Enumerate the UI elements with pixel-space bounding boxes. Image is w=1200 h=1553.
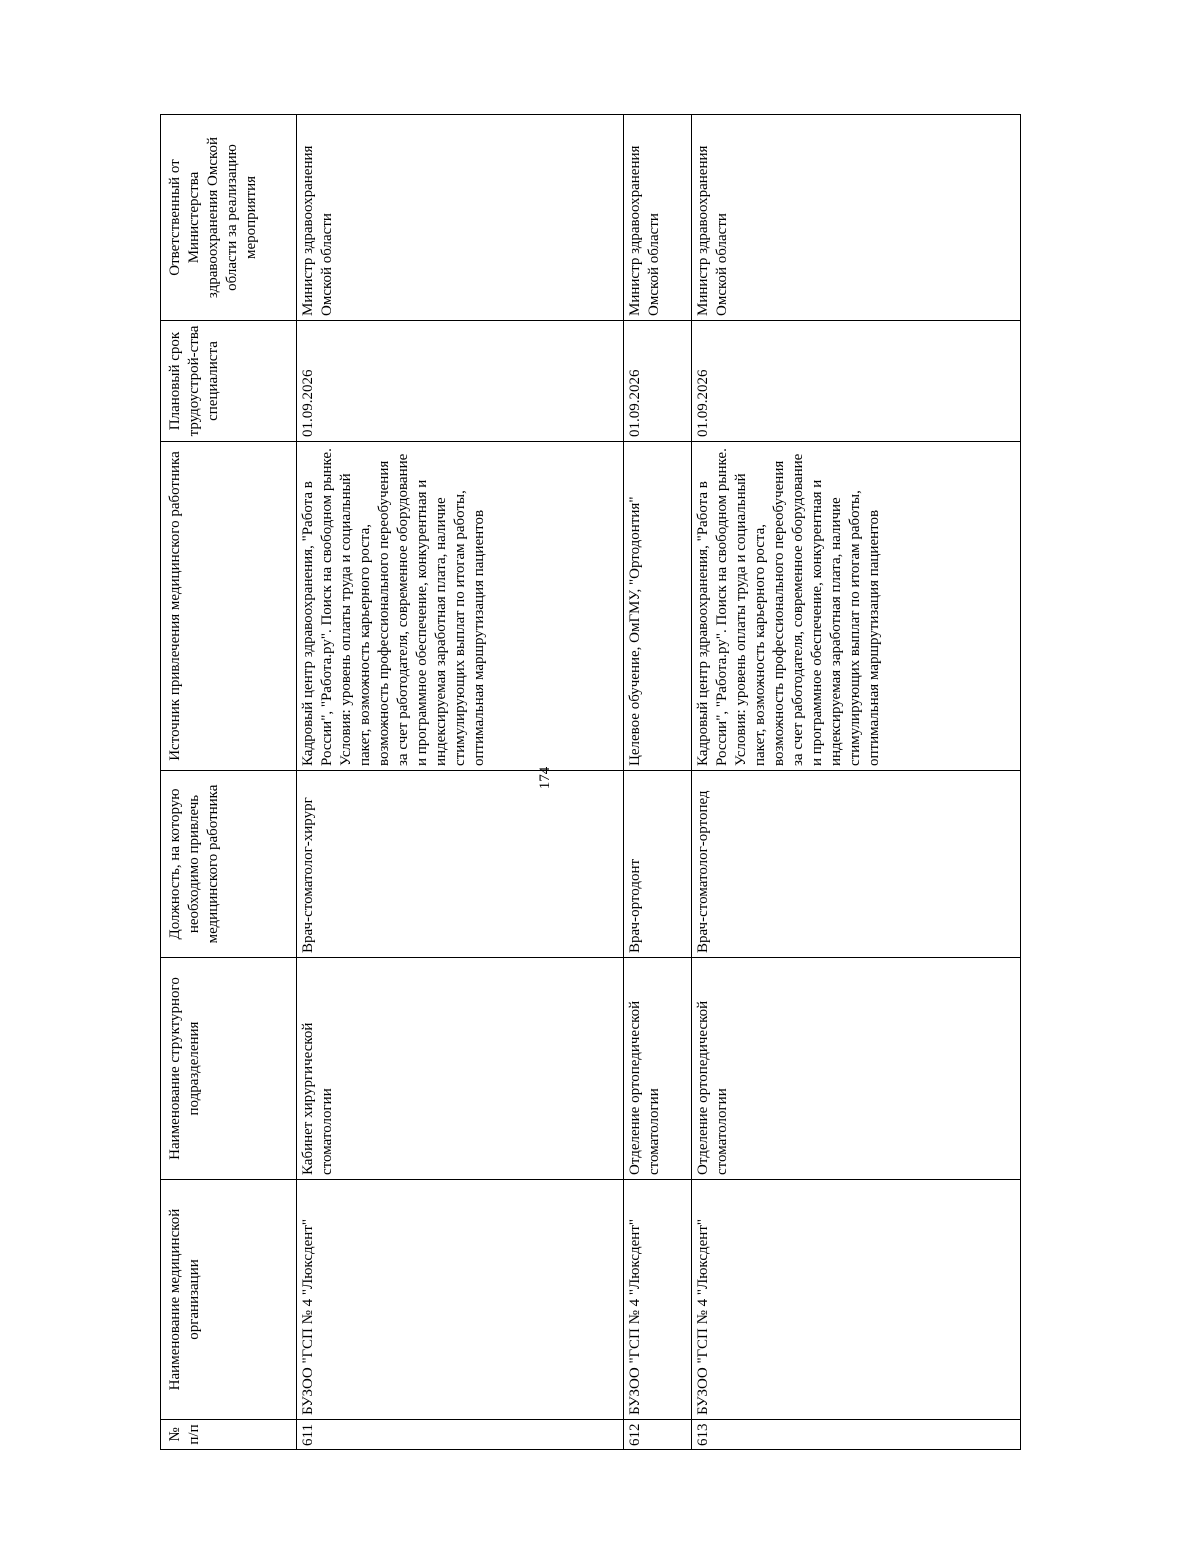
page-number: 174 bbox=[537, 766, 553, 790]
table-row bbox=[624, 115, 692, 1450]
header-row bbox=[161, 115, 297, 1450]
row-num: 613 bbox=[692, 1420, 1021, 1450]
row-responsible: Министр здравоохранения Омской области bbox=[692, 115, 1021, 321]
row-date: 01.09.2026 bbox=[692, 321, 1021, 442]
row-num: 611 bbox=[297, 1420, 624, 1450]
header-position: Должность, на которую необходимо привлечь медицинского работника bbox=[161, 771, 297, 958]
table-row bbox=[692, 115, 1021, 1450]
row-date: 01.09.2026 bbox=[624, 321, 692, 442]
table-container bbox=[160, 115, 1020, 1450]
header-date: Плановый срок трудоустрой-ства специалиста bbox=[161, 321, 297, 442]
row-org: БУЗОО "ГСП № 4 "Люксдент" bbox=[692, 1180, 1021, 1420]
row-responsible: Министр здравоохранения Омской области bbox=[624, 115, 692, 321]
header-num: № п/п bbox=[161, 1420, 297, 1450]
row-position: Врач-стоматолог-ортопед bbox=[692, 771, 1021, 958]
row-source: Кадровый центр здравоохранения, "Работа в России", "Работа.ру". Поиск на свободном рынке. Условия: уровень оплаты труда и социальный пакет, возможность карьерного роста, возможность профессионального переобучения за счет работодателя, современное оборудование и программное обеспечение, конкурентная и индексируемая заработная плата, наличие стимулирующих выплат по итогам работы, оптимальная маршрутизация пациентов bbox=[692, 442, 1021, 771]
header-org: Наименование медицинской организации bbox=[161, 1180, 297, 1420]
header-responsible: Ответственный от Министерства здравоохранения Омской области за реализацию мероприятия bbox=[161, 115, 297, 321]
header-unit: Наименование структурного подразделения bbox=[161, 958, 297, 1180]
row-unit: Кабинет хирургической стоматологии bbox=[297, 958, 624, 1180]
row-unit: Отделение ортопедической стоматологии bbox=[692, 958, 1021, 1180]
header-source: Источник привлечения медицинского работника bbox=[161, 442, 297, 771]
staffing-table bbox=[160, 114, 1021, 1450]
table-row bbox=[297, 115, 624, 1450]
row-responsible: Министр здравоохранения Омской области bbox=[297, 115, 624, 321]
row-org: БУЗОО "ГСП № 4 "Люксдент" bbox=[624, 1180, 692, 1420]
row-num: 612 bbox=[624, 1420, 692, 1450]
row-source: Кадровый центр здравоохранения, "Работа в России", "Работа.ру". Поиск на свободном рынке. Условия: уровень оплаты труда и социальный пакет, возможность карьерного роста, возможность профессионального переобучения за счет работодателя, современное оборудование и программное обеспечение, конкурентная и индексируемая заработная плата, наличие стимулирующих выплат по итогам работы, оптимальная маршрутизация пациентов bbox=[297, 442, 624, 771]
row-source: Целевое обучение, ОмГМУ, "Ортодонтия" bbox=[624, 442, 692, 771]
row-date: 01.09.2026 bbox=[297, 321, 624, 442]
row-org: БУЗОО "ГСП № 4 "Люксдент" bbox=[297, 1180, 624, 1420]
row-unit: Отделение ортопедической стоматологии bbox=[624, 958, 692, 1180]
row-position: Врач-ортодонт bbox=[624, 771, 692, 958]
row-position: Врач-стоматолог-хирург bbox=[297, 771, 624, 958]
